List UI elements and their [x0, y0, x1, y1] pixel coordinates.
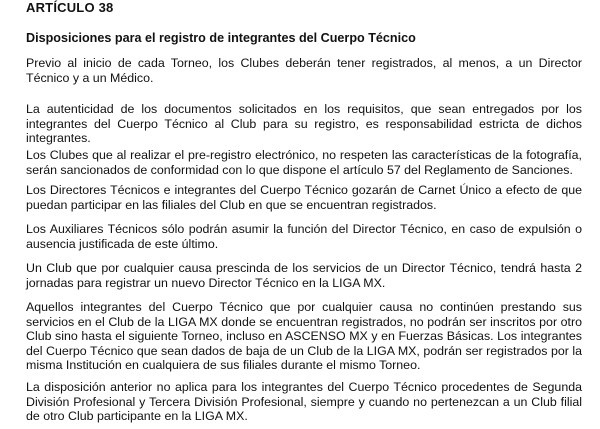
- paragraph: Los Auxiliares Técnicos sólo podrán asumir la función del Director Técnico, en caso de expulsión o ausencia justificada de este último.: [26, 222, 582, 251]
- paragraph: Previo al inicio de cada Torneo, los Clubes deberán tener registrados, al menos, a un Director Técnico y a un Médico.: [26, 56, 582, 85]
- paragraph: Un Club que por cualquier causa prescinda de los servicios de un Director Técnico, tendrá hasta 2 jornadas para registrar un nuevo Director Técnico en la LIGA MX.: [26, 261, 582, 290]
- paragraph: La disposición anterior no aplica para los integrantes del Cuerpo Técnico procedentes de Segunda División Profesional y Tercera División Profesional, siempre y cuando no pertenezcan a un Club filial de otro Club participante en la LIGA MX.: [26, 380, 582, 424]
- section-heading: Disposiciones para el registro de integrantes del Cuerpo Técnico: [26, 31, 416, 45]
- paragraph: Los Clubes que al realizar el pre-registro electrónico, no respeten las características de la fotografía, serán sancionados de conformidad con lo que dispone el artículo 57 del Reglamento de Sanciones.: [26, 148, 582, 177]
- paragraph: Aquellos integrantes del Cuerpo Técnico que por cualquier causa no continúen prestando sus servicios en el Club de la LIGA MX donde se encuentran registrados, no podrán ser inscritos por otro Club sino hasta el siguiente Torneo, incluso en ASCENSO MX y en Fuerzas Básicas. Los integrantes del Cuerpo Técnico que sean dados de baja de un Club de la LIGA MX, podrán ser registrados por la misma Institución en cualquiera de sus filiales durante el mismo Torneo.: [26, 300, 582, 373]
- paragraph: Los Directores Técnicos e integrantes del Cuerpo Técnico gozarán de Carnet Único a efecto de que puedan participar en las filiales del Club en que se encuentran registrados.: [26, 183, 582, 212]
- paragraph: La autenticidad de los documentos solicitados en los requisitos, que sean entregados por los integrantes del Cuerpo Técnico al Club para su registro, es responsabilidad estricta de dichos integrantes.: [26, 102, 582, 146]
- article-number: ARTÍCULO 38: [26, 0, 114, 15]
